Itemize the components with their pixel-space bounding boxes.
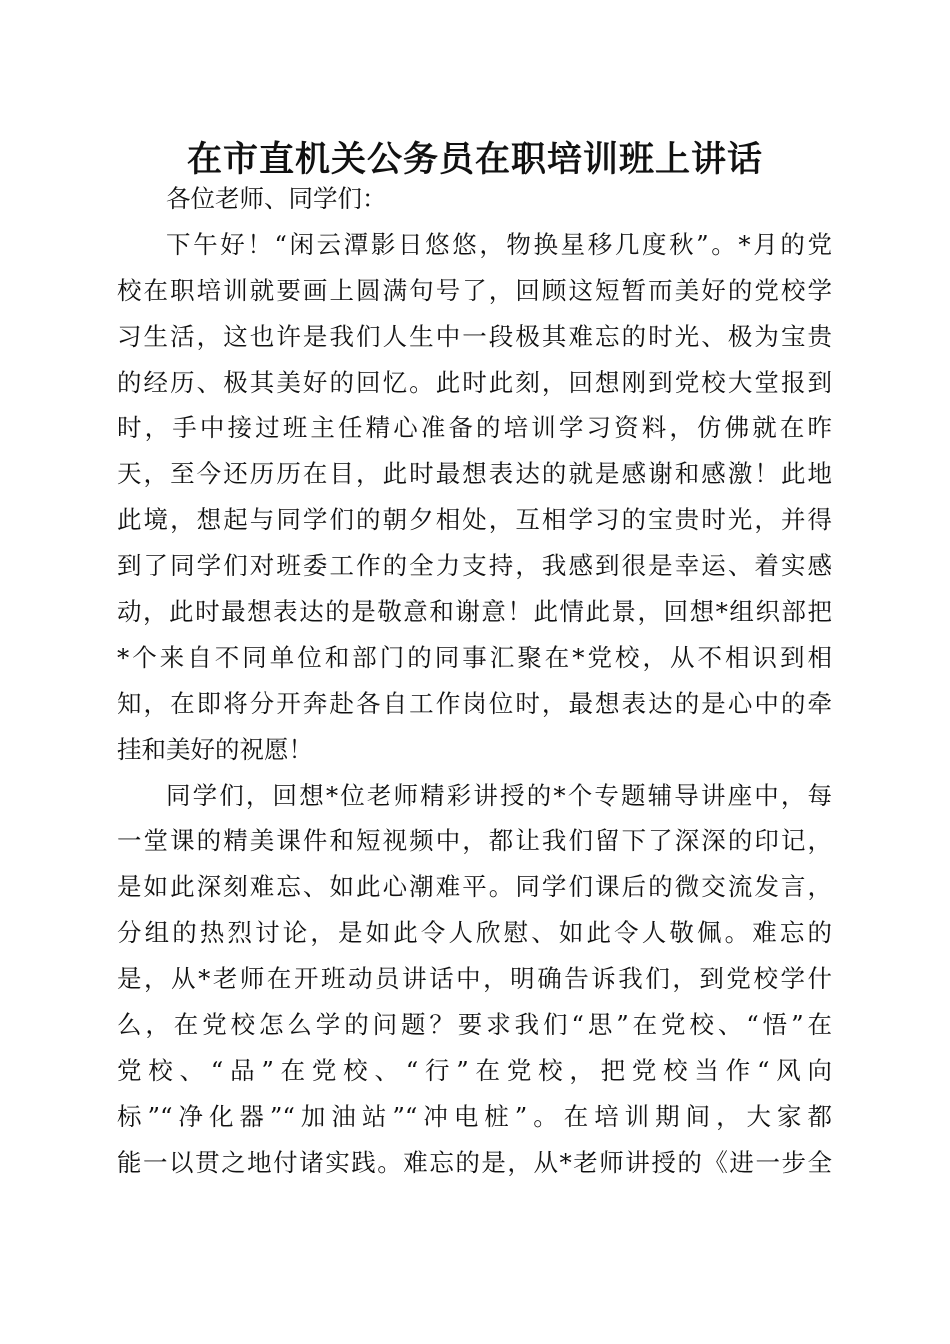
- paragraph-1-line-12: 挂和美好的祝愿！: [117, 734, 313, 764]
- paragraph-1-line-3: 习生活，这也许是我们人生中一段极其难忘的时光、极为宝贵: [117, 321, 832, 351]
- paragraph-1-line-8: 到了同学们对班委工作的全力支持，我感到很是幸运、着实感: [117, 551, 832, 581]
- paragraph-2-line-3: 是如此深刻难忘、如此心潮难平。同学们课后的微交流发言，: [117, 872, 832, 902]
- paragraph-2-line-4: 分组的热烈讨论，是如此令人欣慰、如此令人敬佩。难忘的: [117, 918, 832, 948]
- paragraph-2-line-8: 标”“净化器”“加油站”“冲电桩”。在培训期间，大家都: [117, 1101, 832, 1131]
- salutation-line: 各位老师、同学们：: [166, 184, 387, 213]
- document-title: 在市直机关公务员在职培训班上讲话: [186, 139, 763, 180]
- paragraph-2-line-6: 么，在党校怎么学的问题？要求我们“思”在党校、“悟”在: [117, 1010, 832, 1040]
- paragraph-2-line-7: 党校、“品”在党校、“行”在党校，把党校当作“风向: [117, 1055, 832, 1085]
- paragraph-2-line-5: 是，从*老师在开班动员讲话中，明确告诉我们，到党校学什: [117, 964, 832, 994]
- paragraph-1-line-9: 动，此时最想表达的是敬意和谢意！此情此景，回想*组织部把: [117, 597, 832, 627]
- paragraph-1-line-1: 下午好！“闲云潭影日悠悠，物换星移几度秋”。*月的党: [166, 229, 832, 259]
- paragraph-2-line-2: 一堂课的精美课件和短视频中，都让我们留下了深深的印记，: [117, 826, 832, 856]
- paragraph-2-line-9: 能一以贯之地付诸实践。难忘的是，从*老师讲授的《进一步全: [117, 1147, 832, 1177]
- paragraph-1-line-11: 知，在即将分开奔赴各自工作岗位时，最想表达的是心中的牵: [117, 688, 832, 718]
- paragraph-1-line-6: 天，至今还历历在目，此时最想表达的就是感谢和感激！此地: [117, 459, 832, 489]
- paragraph-1-line-5: 时，手中接过班主任精心准备的培训学习资料，仿佛就在昨: [117, 413, 832, 443]
- paragraph-1-line-4: 的经历、极其美好的回忆。此时此刻，回想刚到党校大堂报到: [117, 367, 832, 397]
- paragraph-1-line-2: 校在职培训就要画上圆满句号了，回顾这短暂而美好的党校学: [117, 275, 832, 305]
- document-body: [117, 176, 832, 1186]
- paragraph-1-line-7: 此境，想起与同学们的朝夕相处，互相学习的宝贵时光，并得: [117, 505, 832, 535]
- paragraph-2-line-1: 同学们，回想*位老师精彩讲授的*个专题辅导讲座中，每: [166, 780, 832, 810]
- paragraph-1-line-10: *个来自不同单位和部门的同事汇聚在*党校，从不相识到相: [117, 642, 832, 672]
